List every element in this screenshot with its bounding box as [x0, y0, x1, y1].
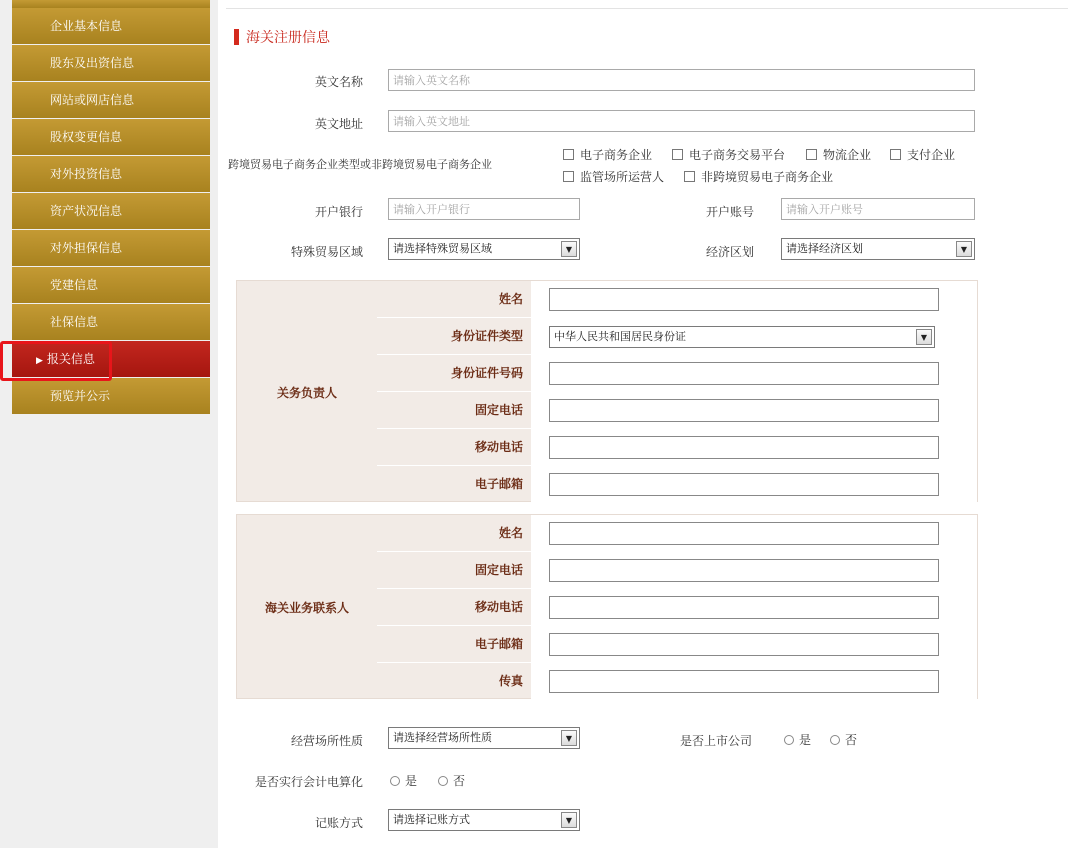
row-value-cell [531, 466, 977, 503]
economic-zone-select[interactable] [781, 238, 975, 260]
row-label: 固定电话 [474, 563, 523, 577]
checkbox-label: 支付企业 [907, 148, 956, 162]
radio-circle[interactable] [438, 776, 448, 786]
row-value-cell [531, 392, 977, 429]
account-label: 开户账号 [706, 205, 755, 219]
sidebar-item-label: 预览并公示 [50, 389, 111, 403]
table-row [377, 515, 977, 552]
checkbox-box[interactable] [806, 149, 817, 160]
dropdown-arrow-icon[interactable]: ▼ [561, 241, 577, 257]
english-name-input[interactable] [388, 69, 975, 91]
checkbox-payment[interactable] [890, 146, 955, 163]
checkbox-box[interactable] [563, 149, 574, 160]
sidebar-item-customs[interactable] [12, 341, 210, 377]
row-label: 姓名 [498, 526, 523, 540]
dropdown-arrow-icon[interactable]: ▼ [561, 812, 577, 828]
checkbox-box[interactable] [563, 171, 574, 182]
active-triangle-icon: ▶ [36, 356, 43, 366]
sidebar-item-label: 社保信息 [50, 315, 99, 329]
table-row [377, 466, 977, 503]
radio-label: 是 [799, 733, 812, 747]
sidebar-item-shareholders[interactable] [12, 45, 210, 81]
sidebar-item-assets[interactable] [12, 193, 210, 229]
bookkeeping-label: 记账方式 [314, 816, 363, 830]
contact-name-input[interactable] [549, 522, 939, 545]
listed-yes-radio[interactable] [784, 731, 811, 748]
radio-circle[interactable] [830, 735, 840, 745]
checkbox-supervision-operator[interactable] [563, 168, 664, 185]
table-row [377, 589, 977, 626]
radio-label: 否 [453, 774, 466, 788]
select-value: 请选择记账方式 [393, 813, 470, 826]
contact-landline-input[interactable] [549, 559, 939, 582]
row-value-cell [531, 429, 977, 466]
checkbox-box[interactable] [672, 149, 683, 160]
select-value: 请选择经营场所性质 [393, 731, 492, 744]
section-title-text: 海关注册信息 [246, 30, 330, 46]
manager-email-input[interactable] [549, 473, 939, 496]
english-address-input[interactable] [388, 110, 975, 132]
sidebar-item-preview[interactable] [12, 378, 210, 414]
listed-label: 是否上市公司 [680, 734, 753, 748]
accounting-no-radio[interactable] [438, 772, 465, 789]
checkbox-label: 非跨境贸易电子商务企业 [701, 170, 834, 184]
row-label: 姓名 [498, 292, 523, 306]
customs-manager-table [236, 280, 978, 502]
sidebar-item-investment[interactable] [12, 156, 210, 192]
sidebar-item-label: 股权变更信息 [50, 130, 123, 144]
contact-mobile-input[interactable] [549, 596, 939, 619]
radio-label: 是 [405, 774, 418, 788]
table-row [377, 663, 977, 700]
bank-input[interactable] [388, 198, 580, 220]
accounting-label: 是否实行会计电算化 [254, 775, 363, 789]
checkbox-logistics[interactable] [806, 146, 871, 163]
customs-manager-group-label: 关务负责人 [276, 385, 337, 400]
manager-name-input[interactable] [549, 288, 939, 311]
sidebar-item-guarantee[interactable] [12, 230, 210, 266]
table-row [377, 281, 977, 318]
contact-email-input[interactable] [549, 633, 939, 656]
table-row [377, 626, 977, 663]
listed-no-radio[interactable] [830, 731, 857, 748]
row-label: 身份证件号码 [450, 366, 523, 380]
checkbox-label: 监管场所运营人 [580, 170, 665, 184]
sidebar-item-label: 网站或网店信息 [50, 93, 135, 107]
dropdown-arrow-icon[interactable]: ▼ [916, 329, 932, 345]
customs-contact-group-label: 海关业务联系人 [264, 601, 349, 615]
row-value-cell [531, 663, 977, 700]
manager-landline-input[interactable] [549, 399, 939, 422]
row-label: 身份证件类型 [450, 329, 523, 343]
english-name-label: 英文名称 [314, 75, 363, 89]
main-content [218, 0, 1076, 848]
sidebar-item-website[interactable] [12, 82, 210, 118]
sidebar-nav [12, 0, 210, 415]
sidebar-item-label: 对外担保信息 [50, 241, 123, 255]
enterprise-type-label: 跨境贸易电子商务企业类型或非跨境贸易电子商务企业 [228, 158, 492, 171]
select-value: 请选择特殊贸易区域 [393, 242, 492, 255]
row-value-cell [531, 355, 977, 392]
checkbox-label: 电子商务企业 [580, 148, 653, 162]
row-label: 固定电话 [474, 403, 523, 417]
dropdown-arrow-icon[interactable]: ▼ [561, 730, 577, 746]
row-value-cell [531, 626, 977, 663]
account-input[interactable] [781, 198, 975, 220]
row-label: 电子邮箱 [474, 637, 523, 651]
business-nature-label: 经营场所性质 [290, 734, 363, 748]
special-zone-select[interactable] [388, 238, 580, 260]
select-value: 中华人民共和国居民身份证 [554, 330, 686, 343]
economic-zone-label: 经济区划 [706, 245, 755, 259]
checkbox-label: 电子商务交易平台 [689, 148, 786, 162]
row-label: 传真 [498, 674, 523, 688]
english-address-label: 英文地址 [314, 117, 363, 131]
id-type-select[interactable] [549, 326, 935, 348]
table-row [377, 552, 977, 589]
row-label: 电子邮箱 [474, 477, 523, 491]
bank-label: 开户银行 [314, 205, 363, 219]
sidebar-item-equity-change[interactable] [12, 119, 210, 155]
row-label: 移动电话 [474, 440, 523, 454]
radio-circle[interactable] [784, 735, 794, 745]
checkbox-non-crossborder[interactable] [684, 168, 833, 185]
business-nature-select[interactable] [388, 727, 580, 749]
checkbox-box[interactable] [684, 171, 695, 182]
table-row [377, 318, 977, 355]
sidebar-item-label: 对外投资信息 [50, 167, 123, 181]
sidebar-item-basic-info[interactable] [12, 8, 210, 44]
contact-fax-input[interactable] [549, 670, 939, 693]
select-value: 请选择经济区划 [786, 242, 863, 255]
row-label: 移动电话 [474, 600, 523, 614]
sidebar-item-social-security[interactable] [12, 304, 210, 340]
special-zone-label: 特殊贸易区域 [290, 245, 363, 259]
row-value-cell [531, 318, 977, 355]
row-value-cell [531, 281, 977, 318]
sidebar-item-label: 企业基本信息 [50, 19, 123, 33]
checkbox-ecommerce-enterprise[interactable] [563, 146, 652, 163]
divider [226, 8, 1068, 9]
accounting-yes-radio[interactable] [390, 772, 417, 789]
checkbox-label: 物流企业 [823, 148, 872, 162]
sidebar-item-label: 党建信息 [50, 278, 99, 292]
row-value-cell [531, 515, 977, 552]
title-bar-icon [234, 29, 239, 45]
manager-mobile-input[interactable] [549, 436, 939, 459]
sidebar-item-label: 资产状况信息 [50, 204, 123, 218]
table-row [377, 429, 977, 466]
sidebar-item-party[interactable] [12, 267, 210, 303]
row-value-cell [531, 552, 977, 589]
customs-contact-table [236, 514, 978, 699]
sidebar-item-label: 报关信息 [46, 352, 95, 366]
table-row [377, 392, 977, 429]
sidebar-item-cut[interactable] [12, 0, 210, 8]
dropdown-arrow-icon[interactable]: ▼ [956, 241, 972, 257]
radio-circle[interactable] [390, 776, 400, 786]
row-value-cell [531, 589, 977, 626]
bookkeeping-select[interactable] [388, 809, 580, 831]
section-title [234, 27, 330, 47]
table-row [377, 355, 977, 392]
checkbox-box[interactable] [890, 149, 901, 160]
checkbox-ecommerce-platform[interactable] [672, 146, 785, 163]
radio-label: 否 [845, 733, 858, 747]
sidebar-item-label: 股东及出资信息 [50, 56, 135, 70]
id-number-input[interactable] [549, 362, 939, 385]
